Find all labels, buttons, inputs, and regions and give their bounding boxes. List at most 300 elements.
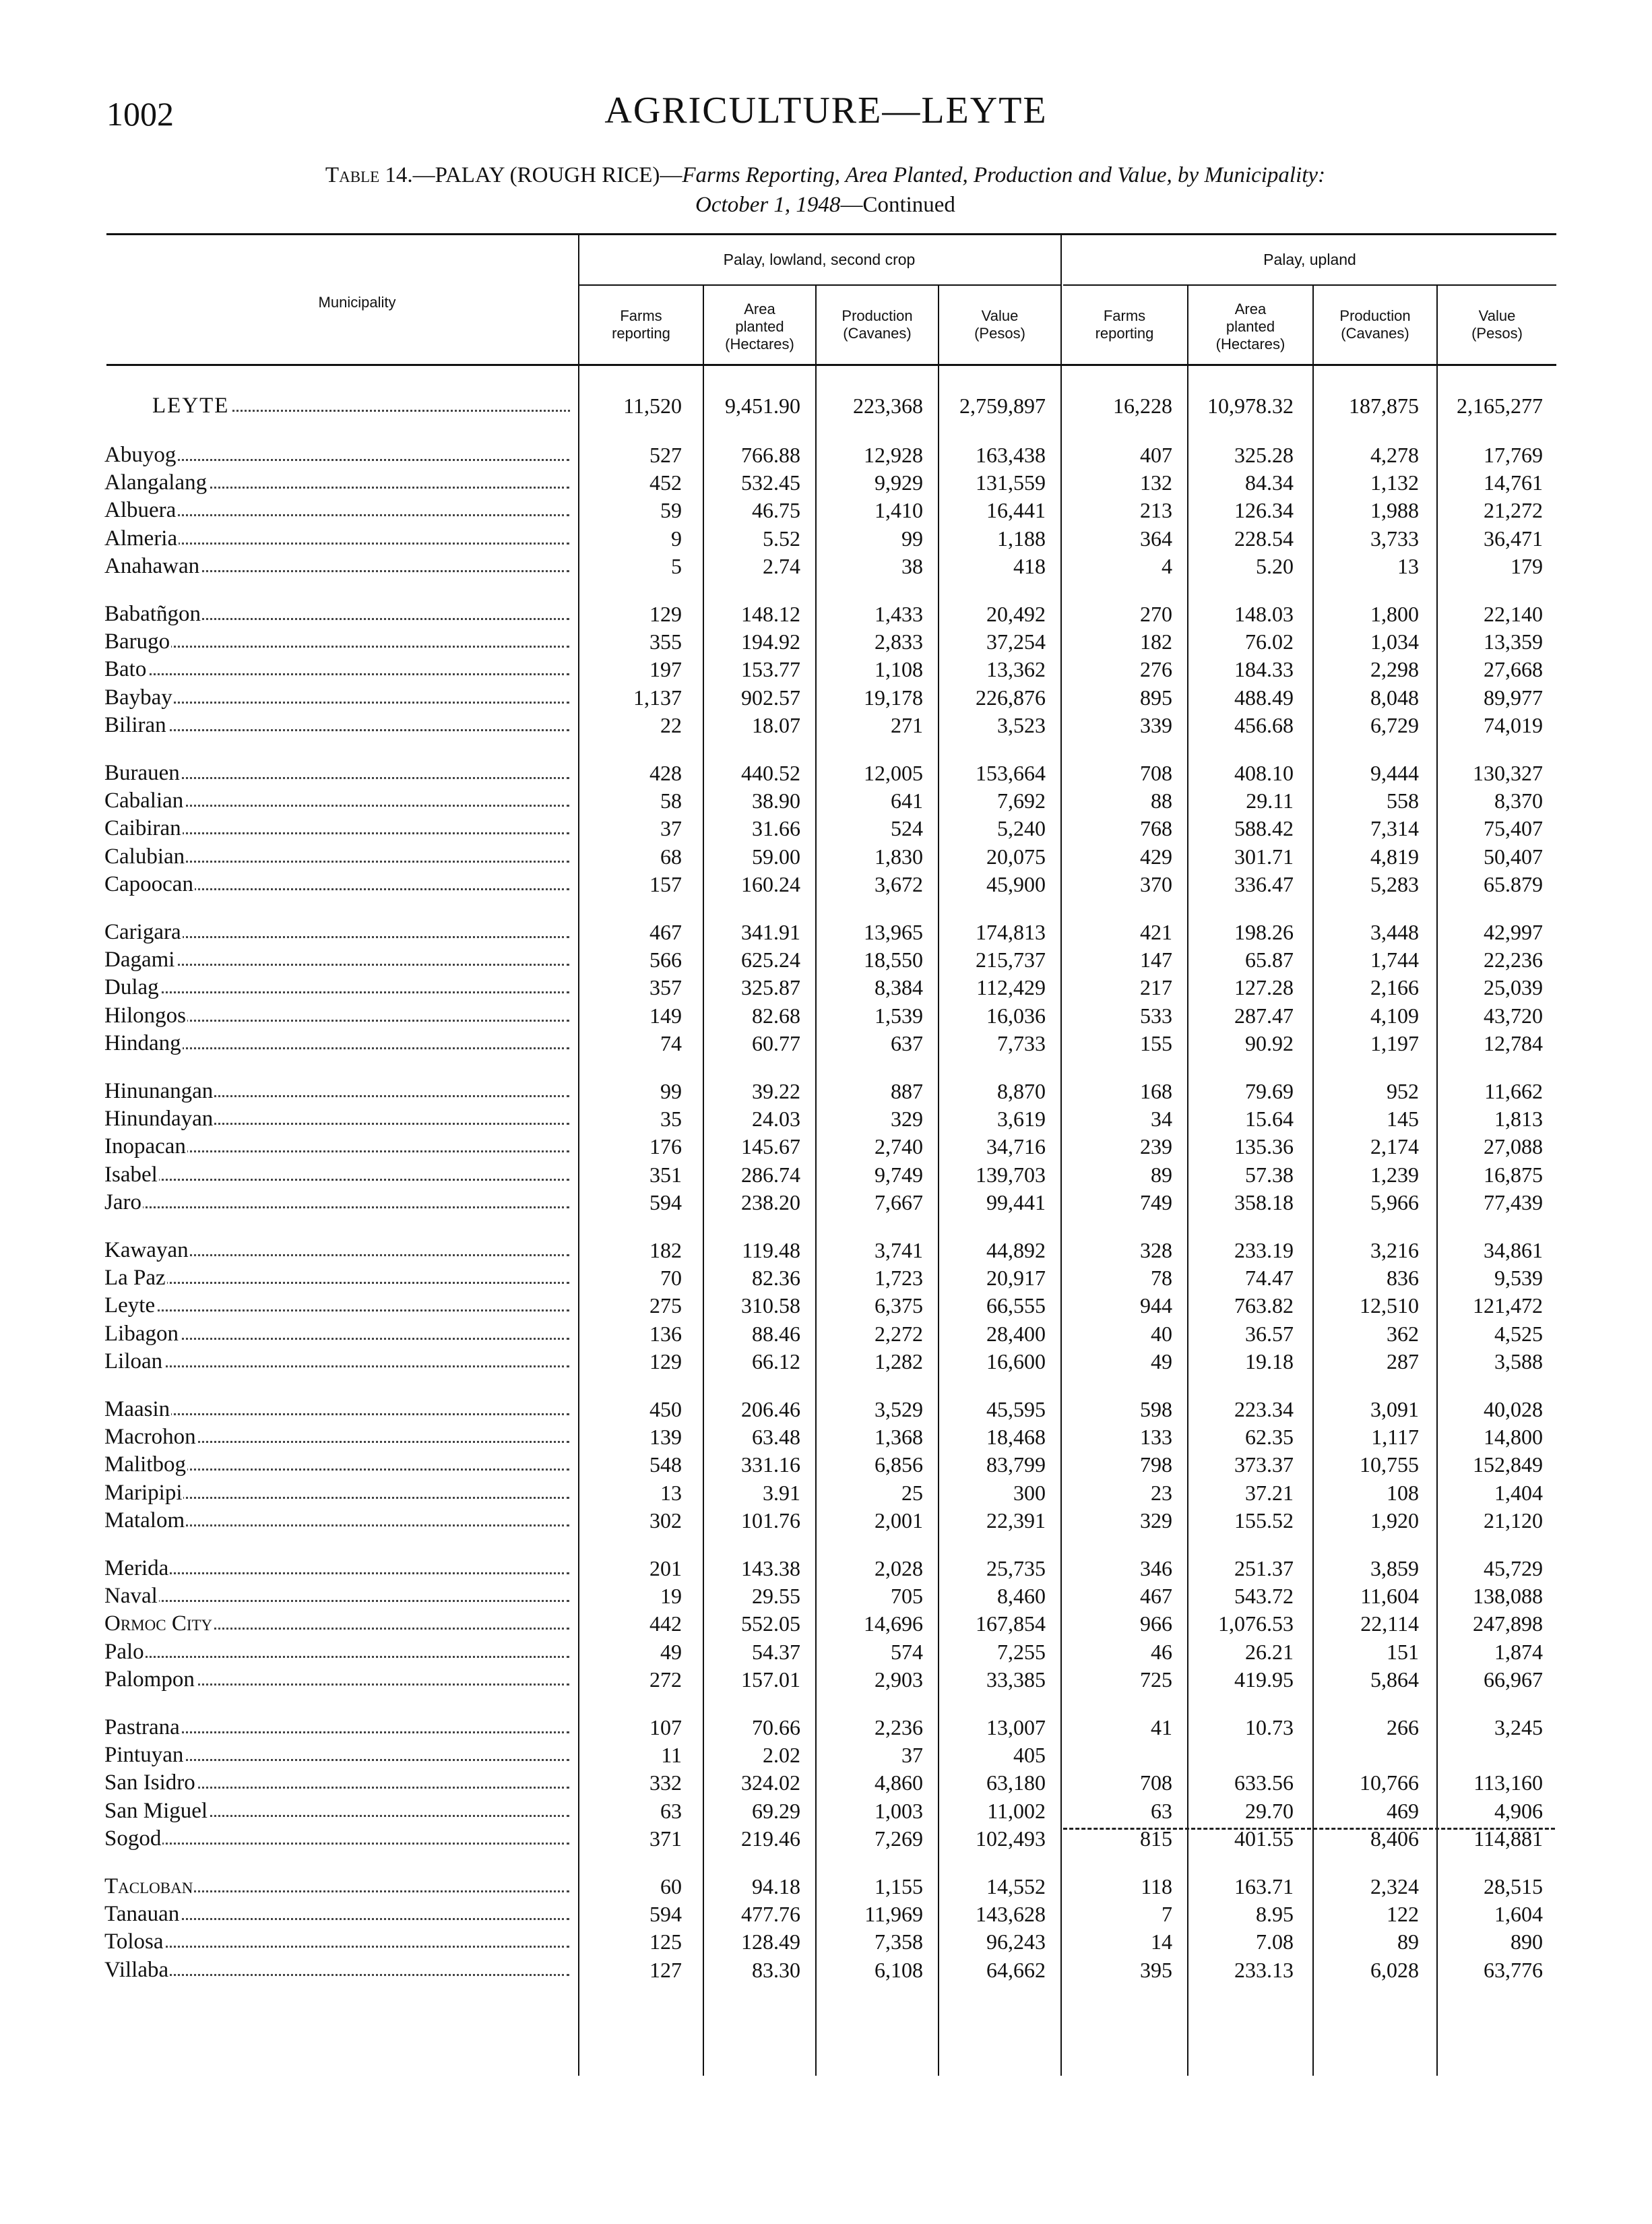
table-cell: 151	[1387, 1639, 1419, 1664]
table-cell: 302	[649, 1508, 682, 1533]
table-cell: 890	[1511, 1929, 1543, 1954]
municipality-label: Hinundayan	[104, 1105, 569, 1132]
table-cell: 101.76	[741, 1508, 800, 1533]
table-cell: 341.91	[741, 920, 800, 944]
table-cell: 17,769	[1484, 443, 1543, 467]
table-cell: 145.67	[741, 1134, 800, 1159]
table-cell: 34,716	[986, 1134, 1046, 1159]
table-cell: 49	[660, 1639, 682, 1664]
table-cell: 749	[1140, 1190, 1172, 1214]
table-cell: 19.18	[1245, 1349, 1294, 1373]
table-cell: 127.28	[1234, 975, 1294, 1000]
table-cell: 63.48	[752, 1425, 800, 1450]
table-cell: 122	[1387, 1902, 1419, 1927]
table-cell: 12,005	[864, 761, 923, 785]
table-cell: 7,358	[875, 1929, 923, 1954]
table-cell: 64,662	[986, 1957, 1046, 1982]
municipality-label: Malitbog	[104, 1451, 569, 1478]
table-cell: 1,108	[875, 657, 923, 682]
table-cell: 708	[1140, 761, 1172, 785]
table-cell: 74.47	[1245, 1266, 1294, 1291]
table-cell: 1,003	[875, 1798, 923, 1823]
municipality-label: Calubian	[104, 843, 569, 870]
table-cell: 22	[660, 712, 682, 737]
table-cell: 22,391	[986, 1508, 1046, 1533]
table-cell: 798	[1140, 1452, 1172, 1477]
table-cell: 125	[649, 1929, 682, 1954]
table-cell: 7,733	[997, 1030, 1046, 1055]
table-cell: 3,091	[1370, 1397, 1419, 1421]
table-cell: 45,595	[986, 1397, 1046, 1421]
table-cell: 2.74	[763, 553, 800, 578]
table-cell: 13,362	[986, 657, 1046, 682]
table-cell: 275	[649, 1293, 682, 1318]
table-cell: 147	[1140, 948, 1172, 972]
table-cell: 3,216	[1370, 1238, 1419, 1262]
table-cell: 8,460	[997, 1584, 1046, 1609]
table-cell: 84.34	[1245, 470, 1294, 495]
table-cell: 25	[901, 1480, 923, 1505]
table-cell: 19,178	[864, 685, 923, 710]
table-cell: 16,228	[1113, 394, 1172, 418]
column-header: Area planted (Hectares)	[1215, 301, 1285, 352]
table-cell: 29.11	[1246, 789, 1294, 813]
table-cell: 12,510	[1360, 1293, 1419, 1318]
table-cell: 9,929	[875, 470, 923, 495]
table-cell: 88.46	[752, 1321, 800, 1346]
column-header: Area planted (Hectares)	[725, 301, 794, 352]
table-cell: 149	[649, 1003, 682, 1028]
table-cell: 18,550	[864, 948, 923, 972]
municipality-label: Cabalian	[104, 787, 569, 814]
table-cell: 705	[891, 1584, 923, 1609]
table-cell: 145	[1387, 1107, 1419, 1132]
municipality-label: Albuera	[104, 497, 569, 524]
municipality-label: Biliran	[104, 712, 569, 739]
table-cell: 12,928	[864, 443, 923, 467]
municipality-label: Babatñgon	[104, 600, 569, 627]
table-cell: 895	[1140, 685, 1172, 710]
table-cell: 131,559	[976, 470, 1046, 495]
municipality-label: Hindang	[104, 1030, 569, 1057]
municipality-label: Merida	[104, 1555, 569, 1582]
table-cell: 27,088	[1484, 1134, 1543, 1159]
table-cell: 128.49	[741, 1929, 800, 1954]
group-header-upland: Palay, upland	[1263, 251, 1356, 268]
table-cell: 63	[1151, 1798, 1172, 1823]
table-cell: 766.88	[741, 443, 800, 467]
table-cell: 42,997	[1484, 920, 1543, 944]
municipality-label: Bato	[104, 656, 569, 683]
table-cell: 2,298	[1370, 657, 1419, 682]
table-cell: 532.45	[741, 470, 800, 495]
table-cell: 3,529	[875, 1397, 923, 1421]
table-cell: 13	[1397, 553, 1419, 578]
table-cell: 6,028	[1370, 1957, 1419, 1982]
table-cell: 325.87	[741, 975, 800, 1000]
municipality-label: Palompon	[104, 1666, 569, 1693]
table-cell: 3,588	[1494, 1349, 1543, 1373]
table-cell: 533	[1140, 1003, 1172, 1028]
municipality-label: Jaro	[104, 1189, 569, 1216]
table-cell: 25,039	[1484, 975, 1543, 1000]
table-cell: 7,269	[875, 1826, 923, 1851]
table-cell: 588.42	[1234, 816, 1294, 841]
table-cell: 574	[891, 1639, 923, 1664]
table-cell: 37,254	[986, 629, 1046, 654]
table-cell: 40	[1151, 1321, 1172, 1346]
table-cell: 70.66	[752, 1715, 800, 1739]
table-cell: 467	[1140, 1584, 1172, 1609]
table-cell: 358.18	[1234, 1190, 1294, 1214]
table-cell: 469	[1387, 1798, 1419, 1823]
table-cell: 272	[649, 1667, 682, 1692]
table-cell: 364	[1140, 526, 1172, 551]
table-cell: 452	[649, 470, 682, 495]
table-cell: 1,988	[1370, 498, 1419, 523]
table-cell: 11,520	[623, 394, 682, 418]
table-cell: 201	[649, 1556, 682, 1580]
table-cell: 8,048	[1370, 685, 1419, 710]
table-cell: 2.02	[763, 1743, 800, 1768]
table-cell: 13,359	[1484, 629, 1543, 654]
table-cell: 129	[649, 602, 682, 626]
municipality-label: Abuyog	[104, 441, 569, 468]
table-cell: 176	[649, 1134, 682, 1159]
table-cell: 1,034	[1370, 629, 1419, 654]
table-cell: 301.71	[1234, 844, 1294, 869]
table-cell: 96,243	[986, 1929, 1046, 1954]
table-cell: 5.52	[763, 526, 800, 551]
table-cell: 65.879	[1484, 871, 1543, 896]
table-cell: 1,433	[875, 602, 923, 626]
table-cell: 99	[660, 1079, 682, 1103]
table-cell: 58	[660, 789, 682, 813]
table-cell: 127	[649, 1957, 682, 1982]
municipality-label: Almeria	[104, 525, 569, 552]
table-cell: 3,733	[1370, 526, 1419, 551]
table-cell: 5,864	[1370, 1667, 1419, 1692]
table-cell: 206.46	[741, 1397, 800, 1421]
table-cell: 527	[649, 443, 682, 467]
municipality-label: Hilongos	[104, 1002, 569, 1029]
table-cell: 2,833	[875, 629, 923, 654]
table-cell: 46.75	[752, 498, 800, 523]
table-cell: 219.46	[741, 1826, 800, 1851]
table-cell: 7,692	[997, 789, 1046, 813]
table-cell: 20,075	[986, 844, 1046, 869]
group-header-lowland: Palay, lowland, second crop	[723, 251, 916, 268]
table-cell: 35	[660, 1107, 682, 1132]
column-header: Value (Pesos)	[974, 307, 1025, 342]
column-header: Value (Pesos)	[1471, 307, 1523, 342]
municipality-label: Libagon	[104, 1320, 569, 1347]
table-cell: 1,076.53	[1218, 1611, 1294, 1636]
table-cell: 3.91	[763, 1480, 800, 1505]
table-cell: 197	[649, 657, 682, 682]
table-cell: 223.34	[1234, 1397, 1294, 1421]
table-cell: 107	[649, 1715, 682, 1739]
column-header: Farms reporting	[1095, 307, 1154, 342]
table-cell: 12,784	[1484, 1030, 1543, 1055]
table-cell: 566	[649, 948, 682, 972]
table-cell: 143.38	[741, 1556, 800, 1580]
table-cell: 4,278	[1370, 443, 1419, 467]
municipality-label: Ormoc City	[104, 1610, 569, 1637]
table-cell: 1,723	[875, 1266, 923, 1291]
municipality-label: Caibiran	[104, 815, 569, 842]
table-cell: 287	[1387, 1349, 1419, 1373]
table-cell: 5,240	[997, 816, 1046, 841]
table-cell: 815	[1140, 1826, 1172, 1851]
municipality-label: Maripipi	[104, 1479, 569, 1506]
column-header: Production (Cavanes)	[1339, 307, 1411, 342]
table-cell: 153.77	[741, 657, 800, 682]
table-cell: 3,448	[1370, 920, 1419, 944]
municipality-label: Macrohon	[104, 1423, 569, 1450]
table-cell: 373.37	[1234, 1452, 1294, 1477]
municipality-label: Hinunangan	[104, 1078, 569, 1105]
table-cell: 182	[1140, 629, 1172, 654]
table-cell: 8,370	[1494, 789, 1543, 813]
table-cell: 163,438	[976, 443, 1046, 467]
table-cell: 310.58	[741, 1293, 800, 1318]
table-cell: 155	[1140, 1030, 1172, 1055]
table-cell: 1,920	[1370, 1508, 1419, 1533]
table-cell: 371	[649, 1826, 682, 1851]
table-cell: 270	[1140, 602, 1172, 626]
table-cell: 287.47	[1234, 1003, 1294, 1028]
table-cell: 121,472	[1473, 1293, 1543, 1318]
table-cell: 23	[1151, 1480, 1172, 1505]
table-cell: 552.05	[741, 1611, 800, 1636]
table-cell: 966	[1140, 1611, 1172, 1636]
table-cell: 6,729	[1370, 712, 1419, 737]
table-cell: 59	[660, 498, 682, 523]
table-cell: 66,967	[1484, 1667, 1543, 1692]
table-cell: 184.33	[1234, 657, 1294, 682]
table-cell: 16,441	[986, 498, 1046, 523]
table-cell: 20,492	[986, 602, 1046, 626]
table-cell: 625.24	[741, 948, 800, 972]
table-cell: 60.77	[752, 1030, 800, 1055]
rule-group-upland	[1063, 284, 1556, 286]
table-cell: 63,180	[986, 1770, 1046, 1795]
table-cell: 1,813	[1494, 1107, 1543, 1132]
table-cell: 163.71	[1234, 1874, 1294, 1898]
column-header: Production (Cavanes)	[841, 307, 913, 342]
table-cell: 223,368	[853, 394, 923, 418]
table-cell: 18,468	[986, 1425, 1046, 1450]
table-cell: 332	[649, 1770, 682, 1795]
municipality-label: Naval	[104, 1582, 569, 1609]
table-cell: 450	[649, 1397, 682, 1421]
table-cell: 5,966	[1370, 1190, 1419, 1214]
table-cell: 215,737	[976, 948, 1046, 972]
municipality-label: Matalom	[104, 1507, 569, 1534]
table-cell: 228.54	[1234, 526, 1294, 551]
table-cell: 7,314	[1370, 816, 1419, 841]
table-cell: 194.92	[741, 629, 800, 654]
table-cell: 25,735	[986, 1556, 1046, 1580]
table-cell: 26.21	[1245, 1639, 1294, 1664]
table-cell: 213	[1140, 498, 1172, 523]
table-cell: 428	[649, 761, 682, 785]
table-cell: 429	[1140, 844, 1172, 869]
table-cell: 15.64	[1245, 1107, 1294, 1132]
municipality-label: Isabel	[104, 1161, 569, 1188]
table-cell: 14,552	[986, 1874, 1046, 1898]
table-cell: 251.37	[1234, 1556, 1294, 1580]
table-cell: 18.07	[752, 712, 800, 737]
table-cell: 63,776	[1484, 1957, 1543, 1982]
table-cell: 44,892	[986, 1238, 1046, 1262]
table-cell: 54.37	[752, 1639, 800, 1664]
table-cell: 148.03	[1234, 602, 1294, 626]
table-cell: 725	[1140, 1667, 1172, 1692]
table-cell: 3,859	[1370, 1556, 1419, 1580]
municipality-label: Kawayan	[104, 1237, 569, 1264]
municipality-label: Carigara	[104, 919, 569, 946]
table-cell: 7,667	[875, 1190, 923, 1214]
table-cell: 14,800	[1484, 1425, 1543, 1450]
table-cell: 152,849	[1473, 1452, 1543, 1477]
table-cell: 3,245	[1494, 1715, 1543, 1739]
table-cell: 36,471	[1484, 526, 1543, 551]
table-cell: 2,324	[1370, 1874, 1419, 1898]
table-cell: 633.56	[1234, 1770, 1294, 1795]
table-cell: 99	[901, 526, 923, 551]
table-title: —PALAY (ROUGH RICE)—	[412, 163, 682, 187]
table-cell: 46	[1151, 1639, 1172, 1664]
table-cell: 14,696	[864, 1611, 923, 1636]
table-cell: 351	[649, 1162, 682, 1187]
table-cell: 1,874	[1494, 1639, 1543, 1664]
table-cell: 66,555	[986, 1293, 1046, 1318]
table-cell: 9,749	[875, 1162, 923, 1187]
table-cell: 1,155	[875, 1874, 923, 1898]
table-cell: 524	[891, 816, 923, 841]
table-cell: 132	[1140, 470, 1172, 495]
table-cell: 10,755	[1360, 1452, 1419, 1477]
table-cell: 19	[660, 1584, 682, 1609]
table-cell: 3,523	[997, 712, 1046, 737]
table-cell: 11	[661, 1743, 682, 1768]
table-cell: 138,088	[1473, 1584, 1543, 1609]
table-cell: 6,108	[875, 1957, 923, 1982]
table-cell: 2,028	[875, 1556, 923, 1580]
table-cell: 1,117	[1371, 1425, 1419, 1450]
table-cell: 1,239	[1370, 1162, 1419, 1187]
table-cell: 13,965	[864, 920, 923, 944]
table-cell: 543.72	[1234, 1584, 1294, 1609]
table-cell: 41	[1151, 1715, 1172, 1739]
table-cell: 4	[1162, 553, 1172, 578]
table-cell: 182	[649, 1238, 682, 1262]
table-cell: 6,375	[875, 1293, 923, 1318]
table-cell: 139,703	[976, 1162, 1046, 1187]
table-cell: 11,604	[1360, 1584, 1419, 1609]
table-cell: 16,875	[1484, 1162, 1543, 1187]
table-cell: 27,668	[1484, 657, 1543, 682]
municipality-label: Tanauan	[104, 1901, 569, 1927]
table-cell: 89	[1151, 1162, 1172, 1187]
table-cell: 59.00	[752, 844, 800, 869]
table-cell: 418	[1013, 553, 1046, 578]
table-cell: 2,001	[875, 1508, 923, 1533]
table-cell: 24.03	[752, 1107, 800, 1132]
table-cell: 102,493	[976, 1826, 1046, 1851]
municipality-label: Liloan	[104, 1348, 569, 1375]
rule-group-lowland	[578, 284, 1060, 286]
table-cell: 94.18	[752, 1874, 800, 1898]
table-cell: 421	[1140, 920, 1172, 944]
table-cell: 276	[1140, 657, 1172, 682]
table-cell: 45,900	[986, 871, 1046, 896]
table-cell: 300	[1013, 1480, 1046, 1505]
table-cell: 11,002	[987, 1798, 1046, 1823]
table-cell: 22,236	[1484, 948, 1543, 972]
table-cell: 637	[891, 1030, 923, 1055]
municipality-label: San Isidro	[104, 1769, 569, 1796]
table-cell: 2,174	[1370, 1134, 1419, 1159]
table-cell: 136	[649, 1321, 682, 1346]
table-cell: 153,664	[976, 761, 1046, 785]
table-cell: 89,977	[1484, 685, 1543, 710]
table-cell: 69.29	[752, 1798, 800, 1823]
table-cell: 266	[1387, 1715, 1419, 1739]
table-cell: 11,662	[1484, 1079, 1543, 1103]
table-cell: 38.90	[752, 789, 800, 813]
table-cell: 902.57	[741, 685, 800, 710]
running-head: AGRICULTURE—LEYTE	[604, 90, 1048, 131]
municipality-label: Pintuyan	[104, 1741, 569, 1768]
table-cell: 1,282	[875, 1349, 923, 1373]
table-cell: 8.95	[1256, 1902, 1294, 1927]
table-cell: 5,283	[1370, 871, 1419, 896]
municipality-label: Baybay	[104, 684, 569, 711]
table-cell: 28,400	[986, 1321, 1046, 1346]
page-number: 1002	[106, 95, 174, 133]
table-cell: 75,407	[1484, 816, 1543, 841]
table-cell: 22,140	[1484, 602, 1543, 626]
table-cell: 21,272	[1484, 498, 1543, 523]
table-cell: 28,515	[1484, 1874, 1543, 1898]
table-cell: 558	[1387, 789, 1419, 813]
table-cell: 114,881	[1473, 1826, 1543, 1851]
table-cell: 395	[1140, 1957, 1172, 1982]
table-cell: 944	[1140, 1293, 1172, 1318]
table-cell: 8,870	[997, 1079, 1046, 1103]
table-cell: 4,906	[1494, 1798, 1543, 1823]
table-cell: 233.19	[1234, 1238, 1294, 1262]
table-cell: 34,861	[1484, 1238, 1543, 1262]
table-cell: 357	[649, 975, 682, 1000]
table-cell: 14,761	[1484, 470, 1543, 495]
table-cell: 126.34	[1234, 498, 1294, 523]
table-cell: 217	[1140, 975, 1172, 1000]
table-cell: 167,854	[976, 1611, 1046, 1636]
table-cell: 10.73	[1245, 1715, 1294, 1739]
table-cell: 83,799	[986, 1452, 1046, 1477]
table-cell: 16,036	[986, 1003, 1046, 1028]
table-cell: 9,451.90	[725, 394, 800, 418]
table-cell: 442	[649, 1611, 682, 1636]
table-cell: 331.16	[741, 1452, 800, 1477]
municipality-label: Inopacan	[104, 1133, 569, 1160]
table-cell: 66.12	[752, 1349, 800, 1373]
table-cell: 1,132	[1370, 470, 1419, 495]
